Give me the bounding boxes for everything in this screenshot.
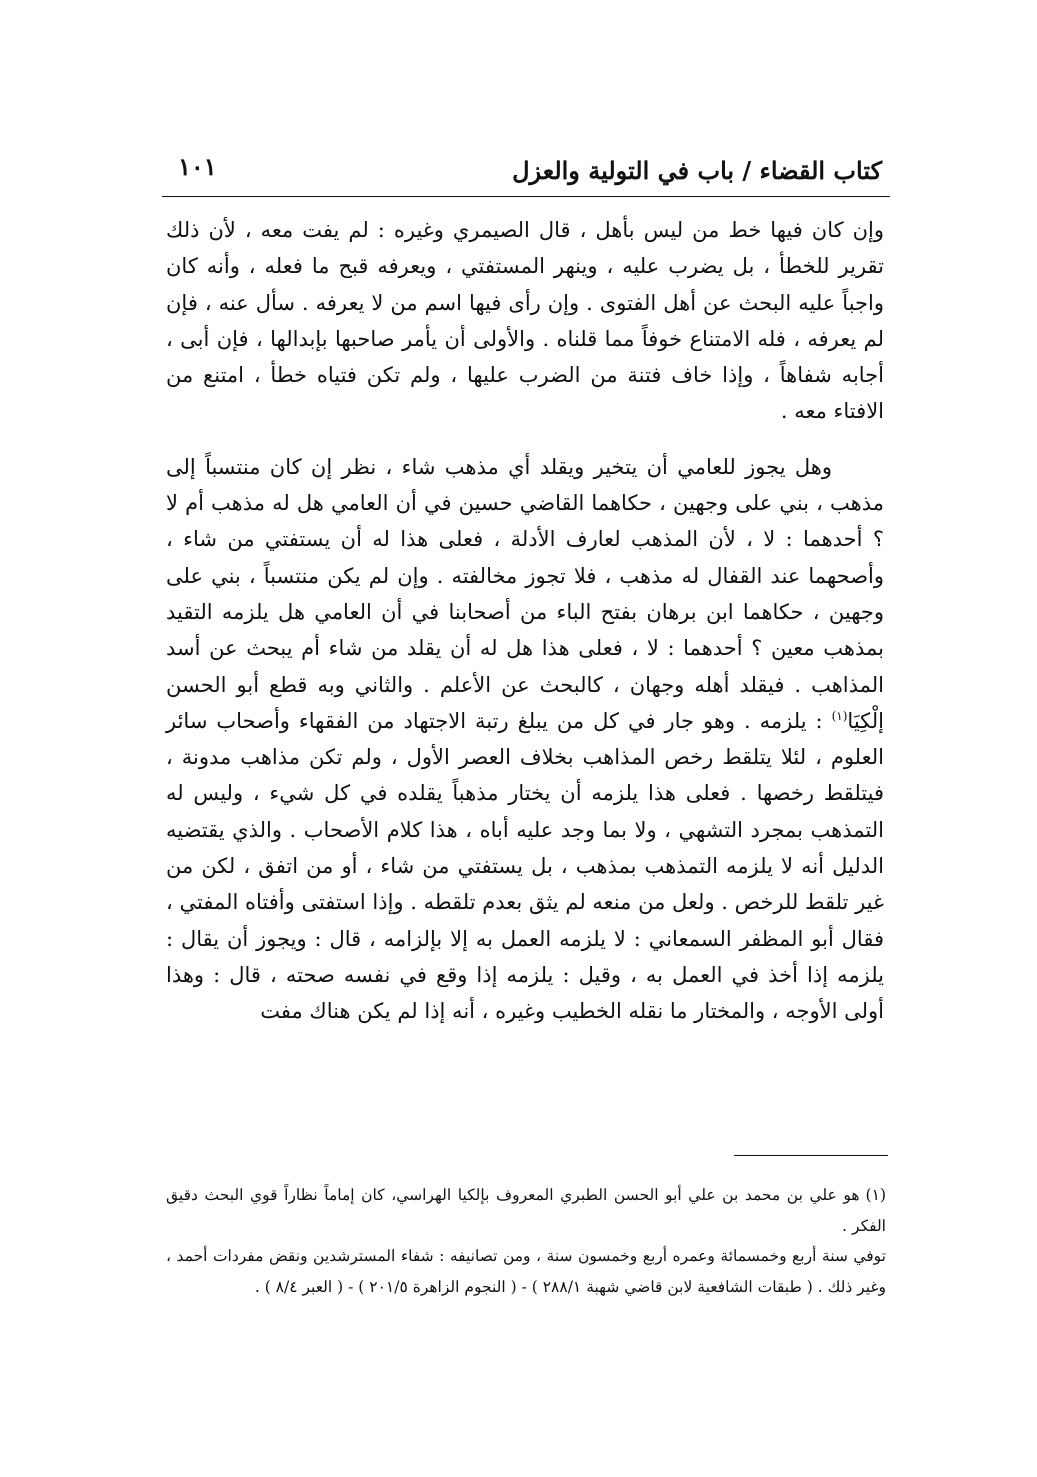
footnote-number: (١) [865, 1186, 886, 1204]
paragraph-2 [166, 449, 884, 1030]
footnote-marker: (١) [831, 708, 848, 723]
footnote-continuation: توفي سنة أربع وخمسمائة وعمره أربع وخمسون سنة ، ومن تصانيفه : شفاء المسترشدين ونقض مفردات أحمد ، وغير ذلك . ( طبقات الشافعية لابن قاضي شهبة ٢٨٨/١ ) - ( النجوم الزاهرة ٢٠١/٥ ) - ( العبر ٨/٤ ) . [166, 1247, 886, 1296]
footnotes [166, 1180, 886, 1302]
running-title: كتاب القضاء / باب في التولية والعزل [512, 156, 882, 185]
paragraph-2-text: وهل يجوز للعامي أن يتخير ويقلد أي مذهب شاء ، نظر إن كان منتسباً إلى مذهب ، بني على وجهين ، حكاهما القاضي حسين في أن العامي هل له مذهب أم لا ؟ أحدهما : لا ، لأن المذهب لعارف الأدلة ، فعلى هذا له أن يستفتي من شاء ، وأصحهما عند القفال له مذهب ، فلا تجوز مخالفته . وإن لم يكن منتسباً ، بني على وجهين ، حكاهما ابن برهان بفتح الباء من أصحابنا في أن العامي هل يلزمه التقيد بمذهب معين ؟ أحدهما : لا ، فعلى هذا هل له أن يقلد من شاء أم يبحث عن أسد المذاهب . فيقلد أهله وجهان ، كالبحث عن الأعلم . والثاني وبه قطع أبو الحسن [166, 454, 884, 697]
footnote-1 [166, 1180, 886, 1241]
footnote-divider [734, 1155, 888, 1156]
kiya-name: إلْكِيَا [847, 708, 884, 733]
page-header [162, 152, 888, 188]
paragraph-1: وإن كان فيها خط من ليس بأهل ، قال الصيمري وغيره : لم يفت معه ، لأن ذلك تقرير للخطأ ، بل يضرب عليه ، وينهر المستفتي ، ويعرفه قبح ما فعله ، وأنه كان واجباً عليه البحث عن أهل الفتوى . وإن رأى فيها اسم من لا يعرفه . سأل عنه ، فإن لم يعرفه ، فله الامتناع خوفاً مما قلناه . والأولى أن يأمر صاحبها بإبدالها ، فإن أبى ، أجابه شفاهاً ، وإذا خاف فتنة من الضرب عليها ، ولم تكن فتياه خطأ ، امتنع من الافتاء معه . [166, 218, 884, 424]
main-text [166, 212, 884, 1049]
header-divider [162, 196, 890, 197]
page-number: ١٠١ [178, 152, 217, 181]
paragraph-2-continuation: : يلزمه . وهو جار في كل من يبلغ رتبة الاجتهاد من الفقهاء وأصحاب سائر العلوم ، لئلا يتلقط رخص المذاهب بخلاف العصر الأول ، ولم تكن مذاهب مدونة ، فيتلقط رخصها . فعلى هذا يلزمه أن يختار مذهباً يقلده في كل شيء ، وليس له التمذهب بمجرد التشهي ، ولا بما وجد عليه أباه ، هذا كلام الأصحاب . والذي يقتضيه الدليل أنه لا يلزمه التمذهب بمذهب ، بل يستفتي من شاء ، أو من اتفق ، لكن من غير تلقط للرخص . ولعل من منعه لم يثق بعدم تلقطه . وإذا استفتى وأفتاه المفتي ، فقال أبو المظفر السمعاني : لا يلزمه العمل به إلا بإلزامه ، قال : ويجوز أن يقال : يلزمه إذا أخذ في العمل به ، وقيل : يلزمه إذا وقع في نفسه صحته ، قال : وهذا أولى الأوجه ، والمختار ما نقله الخطيب وغيره ، أنه إذا لم يكن هناك مفت [166, 708, 884, 1024]
footnote-line-1: هو علي بن محمد بن علي أبو الحسن الطبري المعروف بإلكيا الهراسي، كان إماماً نظاراً قوي البحث دقيق الفكر . [166, 1186, 886, 1235]
